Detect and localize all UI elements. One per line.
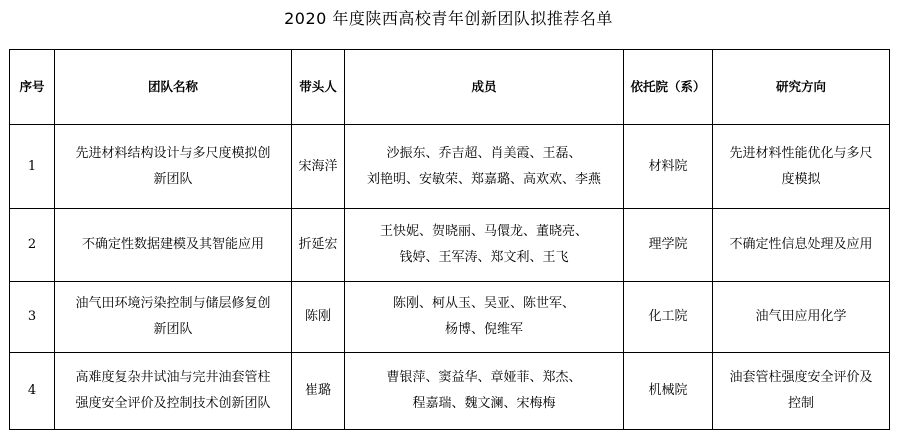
team-name-line: 新团队 xyxy=(153,322,193,337)
team-name-cell xyxy=(55,282,292,353)
research-cell xyxy=(713,209,890,282)
members-cell xyxy=(345,209,624,282)
leader-cell: 陈刚 xyxy=(292,282,345,353)
research-line: 度模拟 xyxy=(781,171,821,187)
team-name-cell xyxy=(55,353,292,430)
team-table xyxy=(9,49,890,430)
research-cell xyxy=(713,125,890,209)
table-row xyxy=(10,209,890,282)
header-research: 研究方向 xyxy=(713,50,890,125)
table-row xyxy=(10,353,890,430)
header-no: 序号 xyxy=(10,50,55,125)
research-line: 先进材料性能优化与多尺 xyxy=(729,145,873,161)
header-team-name: 团队名称 xyxy=(55,50,292,125)
members-line: 钱婷、王军涛、郑文利、王飞 xyxy=(399,250,569,265)
members-cell xyxy=(345,282,624,353)
team-name-cell xyxy=(55,125,292,209)
college-cell: 材料院 xyxy=(624,125,713,209)
members-line: 曹银萍、窦益华、章娅菲、郑杰、 xyxy=(386,370,582,385)
header-college: 依托院（系） xyxy=(624,50,713,125)
header-members: 成员 xyxy=(345,50,624,125)
table-row xyxy=(10,125,890,209)
members-line: 王快妮、贺晓丽、马儇龙、董晓亮、 xyxy=(379,224,588,239)
document-title: 2020 年度陕西高校青年创新团队拟推荐名单 xyxy=(284,9,613,28)
row-number: 3 xyxy=(10,282,55,353)
research-line: 不确定性信息处理及应用 xyxy=(729,237,873,252)
college-cell: 机械院 xyxy=(624,353,713,430)
college-cell: 理学院 xyxy=(624,209,713,282)
row-number: 1 xyxy=(10,125,55,209)
team-name-line: 先进材料结构设计与多尺度模拟创 xyxy=(75,145,271,161)
members-line: 陈刚、柯从玉、吴亚、陈世军、 xyxy=(392,296,575,311)
members-cell xyxy=(345,353,624,430)
research-line: 控制 xyxy=(787,396,814,411)
leader-cell: 崔璐 xyxy=(292,353,345,430)
members-cell xyxy=(345,125,624,209)
row-number: 4 xyxy=(10,353,55,430)
leader-cell: 折延宏 xyxy=(292,209,345,282)
leader-cell: 宋海洋 xyxy=(292,125,345,209)
team-name-line: 油气田环境污染控制与储层修复创 xyxy=(75,296,271,311)
table-header-row xyxy=(10,50,890,125)
members-line: 程嘉瑞、魏文澜、宋梅梅 xyxy=(412,396,556,411)
research-line: 油套管柱强度安全评价及 xyxy=(729,370,873,385)
row-number: 2 xyxy=(10,209,55,282)
table-row xyxy=(10,282,890,353)
team-name-line: 新团队 xyxy=(153,171,193,187)
team-name-line: 高难度复杂井试油与完井油套管柱 xyxy=(75,370,271,385)
members-line: 沙振东、乔吉超、肖美霞、王磊、 xyxy=(386,145,582,161)
team-name-line: 不确定性数据建模及其智能应用 xyxy=(81,237,264,252)
team-name-cell xyxy=(55,209,292,282)
college-cell: 化工院 xyxy=(624,282,713,353)
members-line: 刘艳明、安敏荣、郑嘉璐、高欢欢、李燕 xyxy=(366,171,601,187)
header-leader: 带头人 xyxy=(292,50,345,125)
research-cell xyxy=(713,353,890,430)
team-name-line: 强度安全评价及控制技术创新团队 xyxy=(75,396,271,411)
members-line: 杨博、倪维军 xyxy=(444,322,523,337)
research-line: 油气田应用化学 xyxy=(755,309,847,324)
research-cell xyxy=(713,282,890,353)
